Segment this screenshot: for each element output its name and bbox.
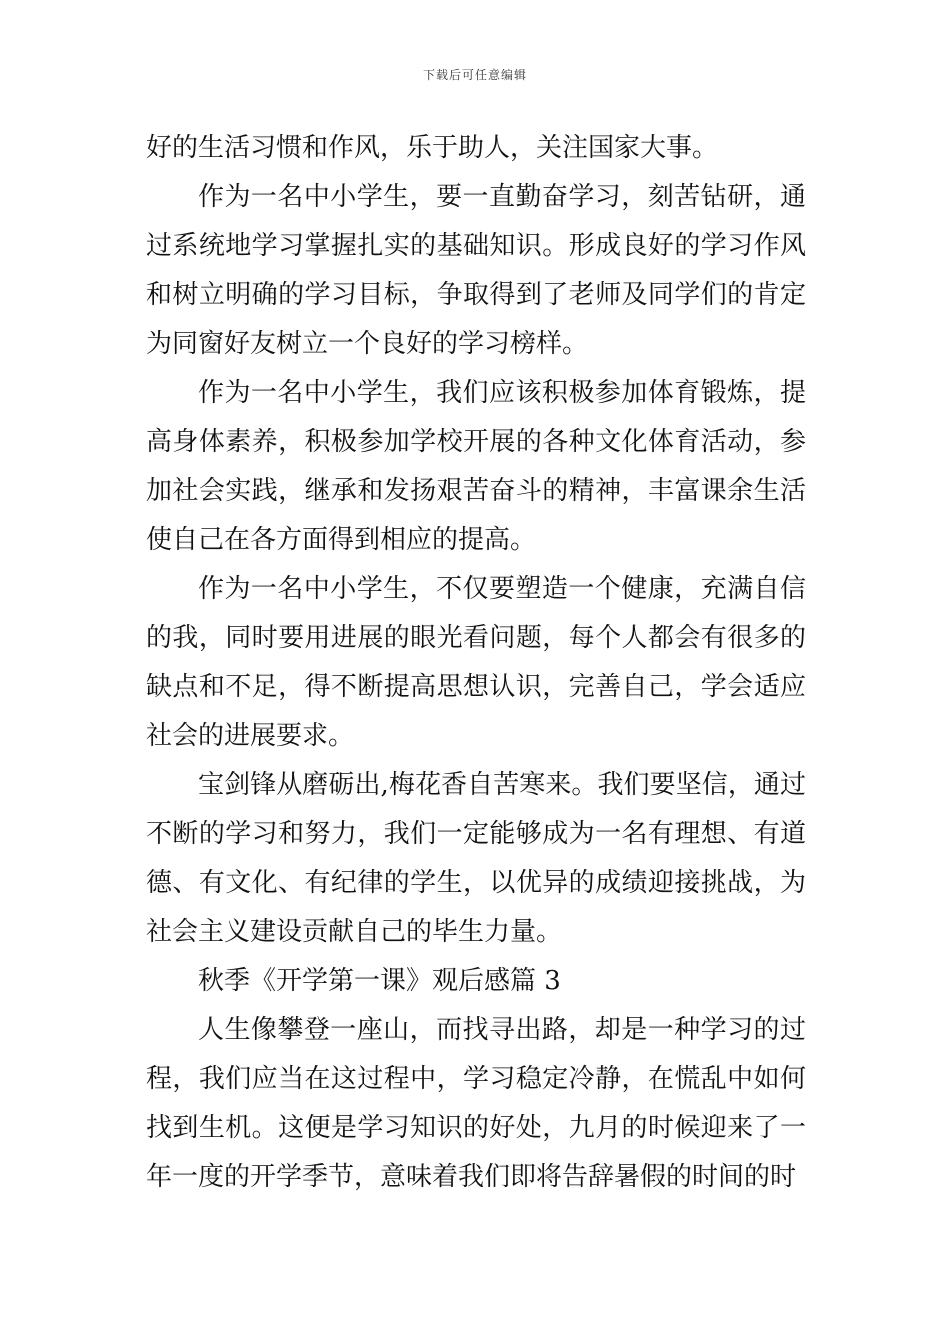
document-body xyxy=(146,124,806,1202)
paragraph: 作为一名中小学生，我们应该积极参加体育锻炼，提高身体素养，积极参加学校开展的各种文化体育活动，参加社会实践，继承和发扬艰苦奋斗的精神，丰富课余生活使自己在各方面得到相应的提高。 xyxy=(146,378,806,555)
paragraph: 作为一名中小学生，不仅要塑造一个健康，充满自信的我，同时要用进展的眼光看问题，每个人都会有很多的缺点和不足，得不断提高思想认识，完善自己，学会适应社会的进展要求。 xyxy=(146,574,806,751)
section-heading: 秋季《开学第一课》观后感篇 3 xyxy=(198,966,561,996)
paragraph: 宝剑锋从磨砺出,梅花香自苦寒来。我们要坚信，通过不断的学习和努力，我们一定能够成为一名有理想、有道德、有文化、有纪律的学生，以优异的成绩迎接挑战，为社会主义建设贡献自己的毕生力量。 xyxy=(146,770,806,947)
paragraph: 作为一名中小学生，要一直勤奋学习，刻苦钻研，通过系统地学习掌握扎实的基础知识。形成良好的学习作风和树立明确的学习目标，争取得到了老师及同学们的肯定为同窗好友树立一个良好的学习榜样。 xyxy=(146,182,806,359)
page-header-note: 下载后可任意编辑 xyxy=(422,68,527,82)
paragraph: 人生像攀登一座山，而找寻出路，却是一种学习的过程，我们应当在这过程中，学习稳定冷静，在慌乱中如何找到生机。这便是学习知识的好处，九月的时候迎来了一年一度的开学季节，意味着我们即将告辞暑假的时间的时 xyxy=(146,1015,806,1192)
paragraph: 好的生活习惯和作风，乐于助人，关注国家大事。 xyxy=(146,133,719,163)
